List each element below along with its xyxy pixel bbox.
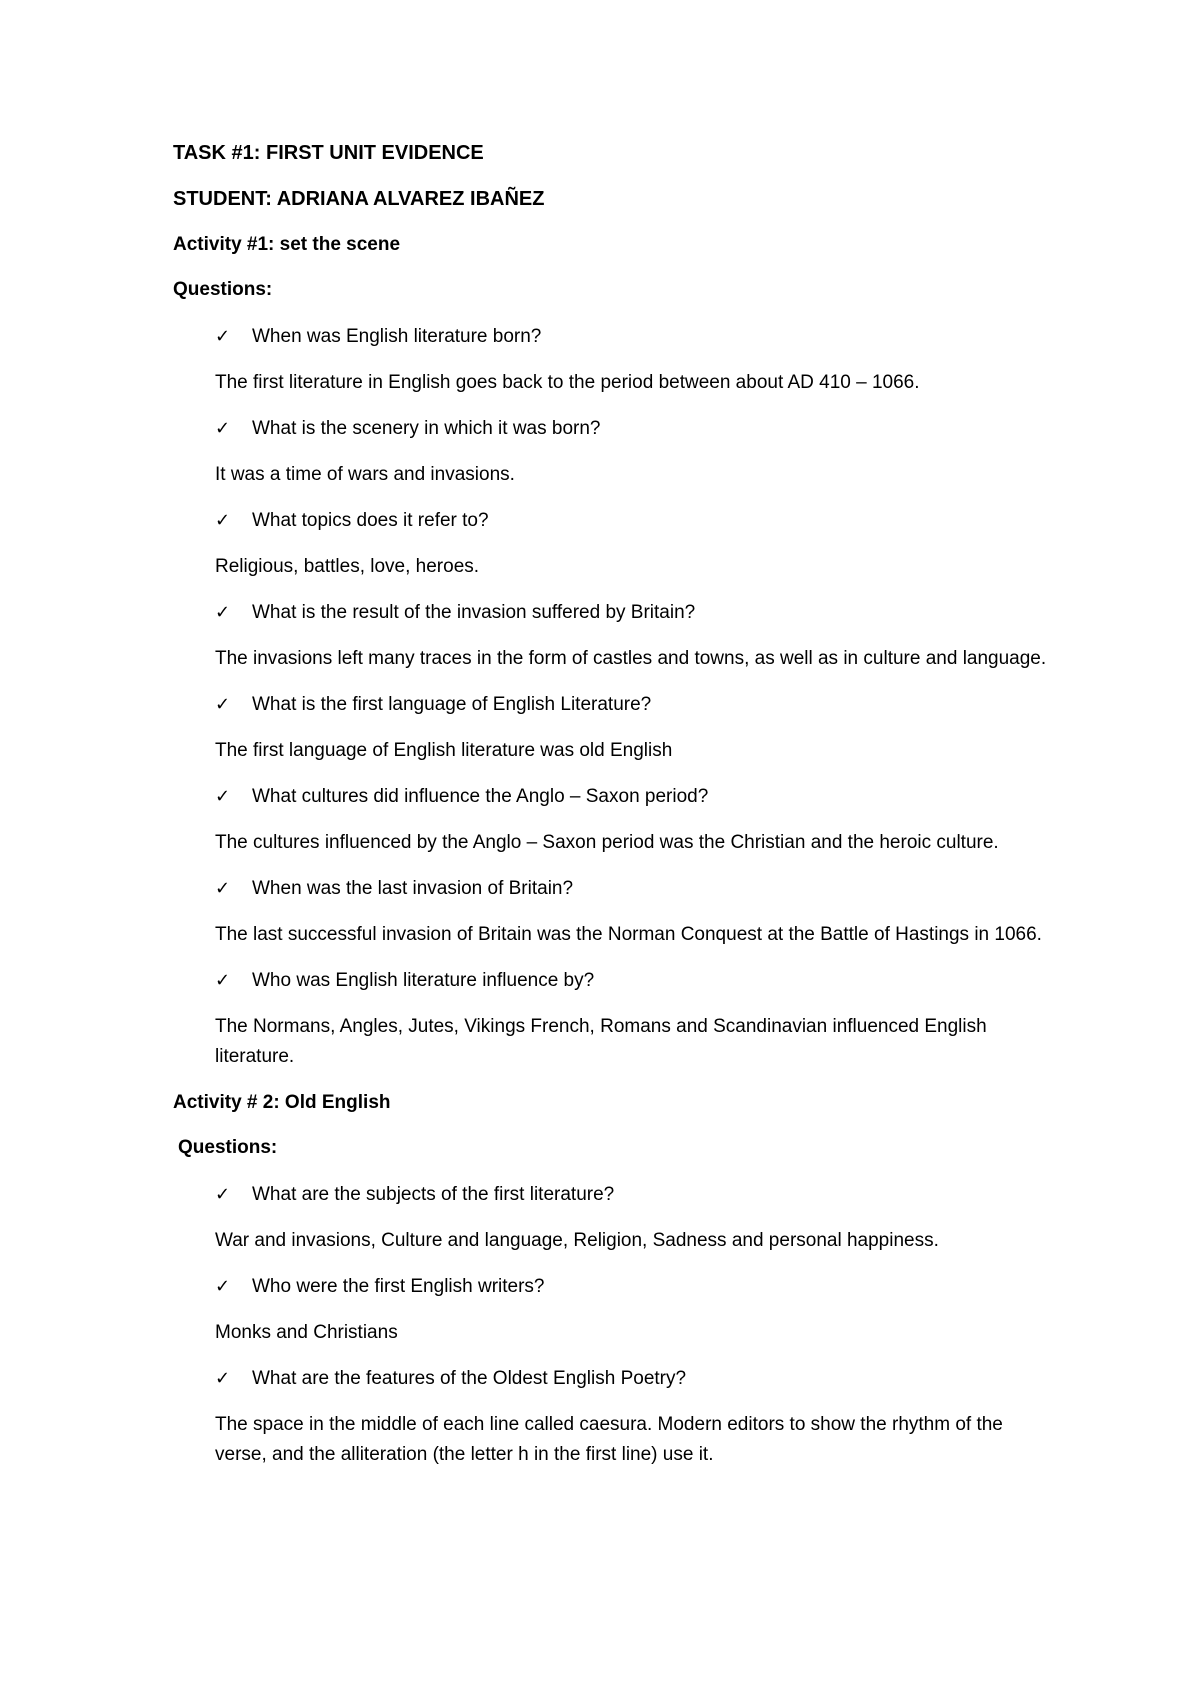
question-item <box>215 782 1053 812</box>
question-text: When was English literature born? <box>252 326 542 347</box>
answer-text: The invasions left many traces in the form of castles and towns, as well as in culture and language. <box>215 648 1047 669</box>
questions-label: Questions: <box>173 279 273 300</box>
question-text: What are the subjects of the first literature? <box>252 1184 615 1205</box>
checkmark-icon: ✓ <box>215 326 231 347</box>
answer-text: It was a time of wars and invasions. <box>215 464 515 485</box>
activities-container <box>173 230 1053 1470</box>
question-item <box>215 690 1053 720</box>
answer-text: The last successful invasion of Britain was the Norman Conquest at the Battle of Hastings in 1066. <box>215 924 1042 945</box>
answer-text: Monks and Christians <box>215 1322 398 1343</box>
checkmark-icon: ✓ <box>215 878 231 899</box>
question-item <box>215 598 1053 628</box>
question-text: What are the features of the Oldest English Poetry? <box>252 1368 687 1389</box>
checkmark-icon: ✓ <box>215 1184 231 1205</box>
answer-text: War and invasions, Culture and language, Religion, Sadness and personal happiness. <box>215 1230 939 1251</box>
checkmark-icon: ✓ <box>215 602 231 623</box>
question-item <box>215 966 1053 996</box>
question-item <box>215 1272 1053 1302</box>
question-text: What cultures did influence the Anglo – Saxon period? <box>252 786 709 807</box>
question-item <box>215 1364 1053 1394</box>
checkmark-icon: ✓ <box>215 970 231 991</box>
checkmark-icon: ✓ <box>215 418 231 439</box>
checkmark-icon: ✓ <box>215 694 231 715</box>
question-text: What is the result of the invasion suffered by Britain? <box>252 602 696 623</box>
document-page <box>173 138 1053 1486</box>
student-name: STUDENT: ADRIANA ALVAREZ IBAÑEZ <box>173 188 545 210</box>
question-text: Who were the first English writers? <box>252 1276 545 1297</box>
answer-text: The first language of English literature was old English <box>215 740 673 761</box>
activity-title: Activity #1: set the scene <box>173 234 401 255</box>
answer-text: The Normans, Angles, Jutes, Vikings French, Romans and Scandinavian influenced English literature. <box>215 1016 987 1067</box>
checkmark-icon: ✓ <box>215 1276 231 1297</box>
answer-text: The first literature in English goes back to the period between about AD 410 – 1066. <box>215 372 920 393</box>
questions-label: Questions: <box>178 1137 278 1158</box>
checkmark-icon: ✓ <box>215 510 231 531</box>
question-item <box>215 506 1053 536</box>
checkmark-icon: ✓ <box>215 1368 231 1389</box>
checkmark-icon: ✓ <box>215 786 231 807</box>
answer-text: Religious, battles, love, heroes. <box>215 556 480 577</box>
question-item <box>215 414 1053 444</box>
question-text: What is the scenery in which it was born? <box>252 418 601 439</box>
question-text: What is the first language of English Literature? <box>252 694 652 715</box>
question-item <box>215 874 1053 904</box>
question-text: What topics does it refer to? <box>252 510 489 531</box>
activity-title: Activity # 2: Old English <box>173 1092 391 1113</box>
question-item <box>215 1180 1053 1210</box>
answer-text: The space in the middle of each line called caesura. Modern editors to show the rhythm of the verse, and the alliteration (the letter h in the first line) use it. <box>215 1414 1003 1465</box>
question-item <box>215 322 1053 352</box>
task-title: TASK #1: FIRST UNIT EVIDENCE <box>173 142 484 164</box>
question-text: Who was English literature influence by? <box>252 970 595 991</box>
question-text: When was the last invasion of Britain? <box>252 878 574 899</box>
answer-text: The cultures influenced by the Anglo – Saxon period was the Christian and the heroic culture. <box>215 832 999 853</box>
